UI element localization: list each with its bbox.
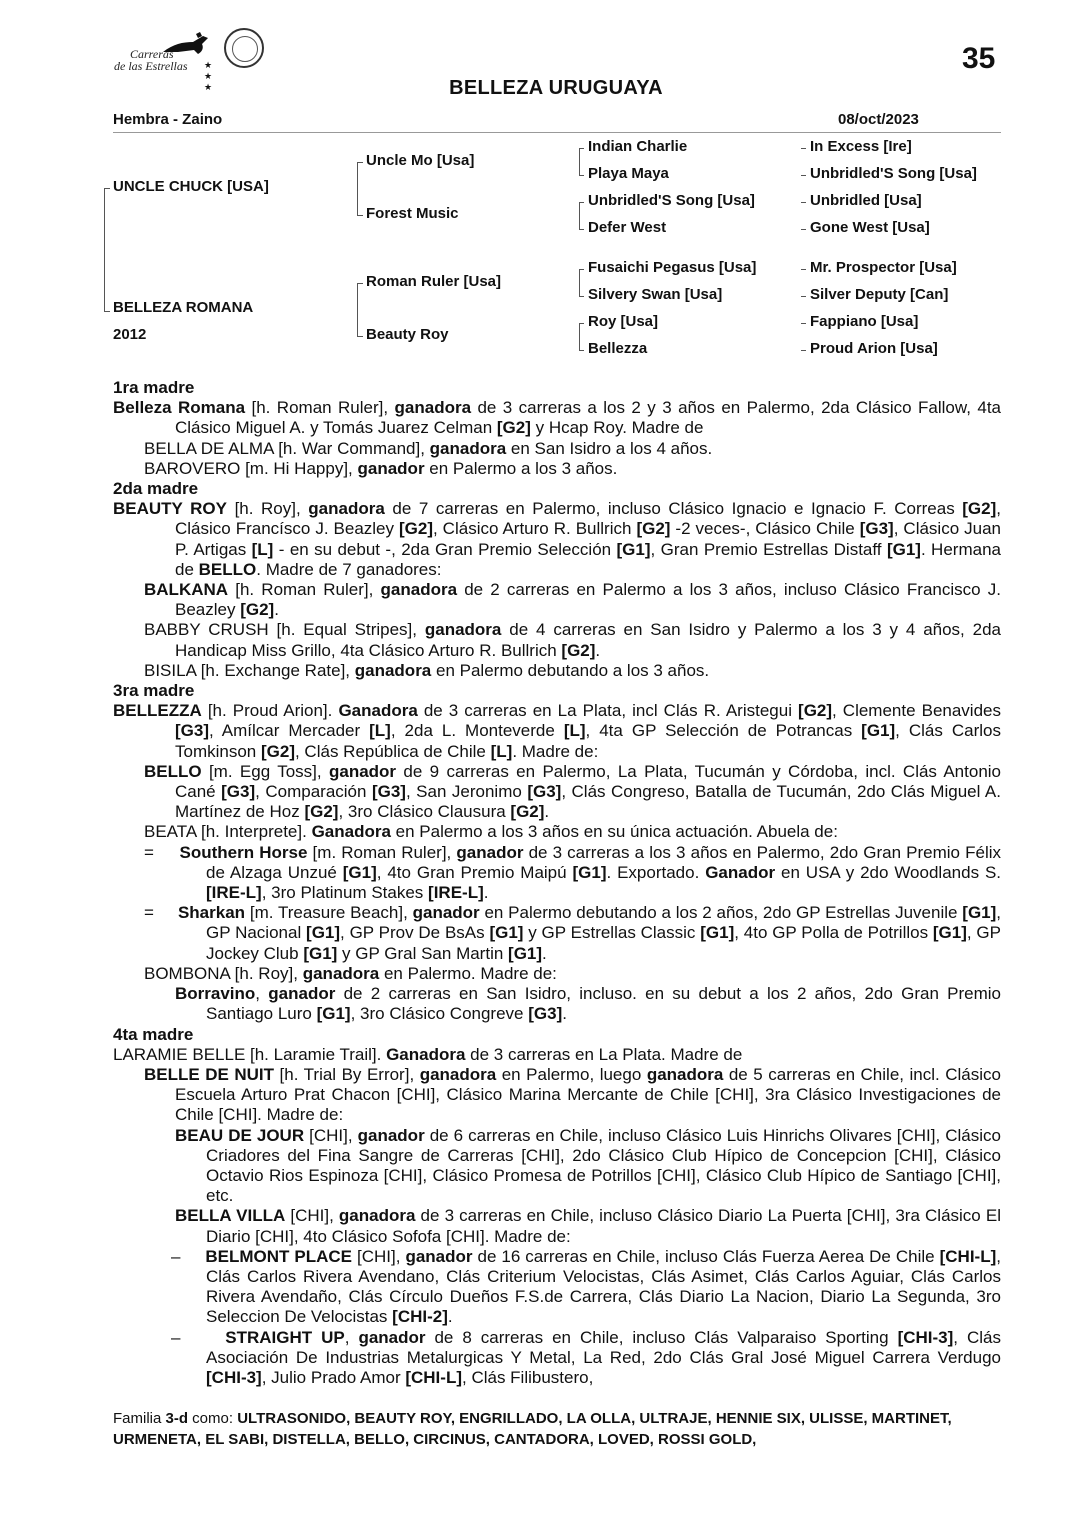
entry-straight-up: – STRAIGHT UP, ganador de 8 carreras en Chile, incluso Clás Valparaiso Sporting [CHI-3], Clás Asociación De Industrias Metalurgicas Y Metal, La Red, 2do Clás Gral José Miguel Carrera Verdugo [CHI-3], Julio Prado Amor [CHI-L], Clás Filibustero, <box>171 1327 1001 1387</box>
entry-belle-de-nuit: BELLE DE NUIT [h. Trial By Error], ganadora en Palermo, luego ganadora de 5 carreras en Chile, incl. Clásico Escuela Arturo Prat Chacon [CHI], Clásico Marina Mercante de Chile [CHI], 3ra Clásico Investigaciones de Chile [CHI]. Madre de: <box>144 1064 1001 1125</box>
section-2da-madre: 2da madre <box>113 479 199 499</box>
entry-laramie-belle: LARAMIE BELLE [h. Laramie Trail]. Ganadora de 3 carreras en La Plata. Madre de <box>113 1044 743 1064</box>
g4-4: Gone West [Usa] <box>810 219 930 236</box>
logo <box>112 30 222 92</box>
entry-belleza-romana: Belleza Romana [h. Roman Ruler], ganadora de 3 carreras a los 2 y 3 años en Palermo, 2da Clásico Fallow, 4ta Clásico Miguel A. y Tomás Juarez Celman [G2] y Hcap Roy. Madre de <box>113 398 1001 438</box>
g3-8: Bellezza <box>588 340 648 357</box>
g4-7: Fappiano [Usa] <box>810 313 919 330</box>
g2-1: Uncle Mo [Usa] <box>366 152 475 169</box>
horse-name: BELLEZA URUGUAYA <box>449 77 663 99</box>
g2-4: Beauty Roy <box>366 326 449 343</box>
g3-2: Playa Maya <box>588 165 669 182</box>
g4-5: Mr. Prospector [Usa] <box>810 259 957 276</box>
seal-center <box>232 36 258 62</box>
section-4ta-madre: 4ta madre <box>113 1024 194 1044</box>
g2-3: Roman Ruler [Usa] <box>366 273 502 290</box>
footer-names: ULTRASONIDO, BEAUTY ROY, ENGRILLADO, LA OLLA, ULTRAJE, HENNIE SIX, ULISSE, MARTINET, URMENETA, EL SABI, DISTELLA, BELLO, CIRCINUS, CANTADORA, LOVED, ROSSI GOLD, <box>113 1410 952 1448</box>
entry-bombona: BOMBONA [h. Roy], ganadora en Palermo. Madre de: <box>144 963 557 983</box>
g3-1: Indian Charlie <box>588 138 688 155</box>
produce-record <box>113 378 1001 1388</box>
entry-beauty-roy: BEAUTY ROY [h. Roy], ganadora de 7 carreras en Palermo, incluso Clásico Ignacio e Ignacio F. Correas [G2], Clásico Francísco J. Beazley [G2], Clásico Arturo R. Bullrich [G2] -2 veces-, Clásico Chile [G3], Clásico Juan P. Artigas [L] - en su debut -, 2da Gran Premio Selección [G1], Gran Premio Estrellas Distaff [G1]. Hermana de BELLO. Madre de 7 ganadores: <box>113 499 1001 579</box>
sire: UNCLE CHUCK [USA] <box>113 178 269 195</box>
entry-southern-horse: = Southern Horse [m. Roman Ruler], ganador de 3 carreras a los 3 años en Palermo, 2do Gran Premio Félix de Alzaga Unzué [G1], 4to Gran Premio Maipú [G1]. Exportado. Ganador en USA y 2do Woodlands S. [IRE-L], 3ro Platinum Stakes [IRE-L]. <box>144 842 1002 903</box>
g3-5: Fusaichi Pegasus [Usa] <box>588 259 757 276</box>
entry-bella-de-alma: BELLA DE ALMA [h. War Command], ganadora en San Isidro a los 4 años. <box>144 438 713 458</box>
page-number: 35 <box>962 42 996 75</box>
entry-beata: BEATA [h. Interprete]. Ganadora en Palermo a los 3 años en su única actuación. Abuela de: <box>144 822 838 842</box>
stars-icon: ★ ★ ★ <box>204 60 213 92</box>
family-footer <box>113 1408 1001 1450</box>
foaling-year: 2012 <box>113 326 147 343</box>
logo-line2: de las Estrellas <box>114 59 188 73</box>
g4-2: Unbridled'S Song [Usa] <box>810 165 977 182</box>
g3-6: Silvery Swan [Usa] <box>588 286 723 303</box>
g3-4: Defer West <box>588 219 667 236</box>
footer-mid: como: <box>188 1410 238 1427</box>
footer-lead: Familia <box>113 1410 166 1427</box>
footer-family: 3-d <box>165 1410 189 1427</box>
g4-6: Silver Deputy [Can] <box>810 286 949 303</box>
entry-bellezza: BELLEZZA [h. Proud Arion]. Ganadora de 3 carreras en La Plata, incl Clás R. Aristegui [G2], Clemente Benavides [G3], Amílcar Mercader [L], 2da L. Monteverde [L], 4ta GP Selección de Potrancas [G1], Clás Carlos Tomkinson [G2], Clás República de Chile [L]. Madre de: <box>113 701 1001 761</box>
entry-balkana: BALKANA [h. Roman Ruler], ganadora de 2 carreras en Palermo a los 3 años, incluso Clásico Francisco J. Beazley [G2]. <box>144 580 1001 620</box>
entry-belmont-place: – BELMONT PLACE [CHI], ganador de 16 carreras en Chile, incluso Clás Fuerza Aerea De Chile [CHI-L], Clás Carlos Rivera Avendano, Clás Criterium Velocistas, Clás Asimet, Clás Carlos Aguiar, Clás Carlos Rivera Avendaño, Clás Círculo Dueños F.S.de Carrera, Clás Diario La Nacion, Diario La Segunda, 3ro Seleccion De Velocistas [CHI-2]. <box>171 1246 1001 1327</box>
date: 08/oct/2023 <box>838 111 919 128</box>
g4-1: In Excess [Ire] <box>810 138 912 155</box>
g3-7: Roy [Usa] <box>588 313 659 330</box>
g3-3: Unbridled'S Song [Usa] <box>588 192 755 209</box>
g2-2: Forest Music <box>366 205 459 222</box>
entry-barovero: BAROVERO [m. Hi Happy], ganador en Palermo a los 3 años. <box>144 458 618 478</box>
logo-line1: Carreras <box>130 47 174 61</box>
g4-3: Unbridled [Usa] <box>810 192 922 209</box>
entry-borravino: Borravino, ganador de 2 carreras en San Isidro, incluso. en su debut a los 2 años, 2do Gran Premio Santiago Luro [G1], 3ro Clásico Congreve [G3]. <box>175 984 1002 1024</box>
section-1ra-madre: 1ra madre <box>113 378 195 397</box>
sex-color: Hembra - Zaino <box>113 111 223 128</box>
entry-sharkan: = Sharkan [m. Treasure Beach], ganador en Palermo debutando a los 2 años, 2do GP Estrellas Juvenile [G1], GP Nacional [G1], GP Prov De BsAs [G1] y GP Estrellas Classic [G1], 4to GP Polla de Potrillos [G1], GP Jockey Club [G1] y GP Gral San Martin [G1]. <box>144 903 1002 963</box>
entry-babby-crush: BABBY CRUSH [h. Equal Stripes], ganadora de 4 carreras en San Isidro y Palermo a los 3 y 4 años, 2da Handicap Miss Grillo, 4ta Clásico Arturo R. Bullrich [G2]. <box>144 620 1002 660</box>
section-3ra-madre: 3ra madre <box>113 681 195 701</box>
entry-bella-villa: BELLA VILLA [CHI], ganadora de 3 carreras en Chile, incluso Clásico Diario La Puerta [CHI], 3ra Clásico El Diario [CHI], 4to Clásico Sofofa [CHI]. Madre de: <box>175 1206 1001 1246</box>
g4-8: Proud Arion [Usa] <box>810 340 938 357</box>
dam: BELLEZA ROMANA <box>113 299 254 316</box>
entry-bello: BELLO [m. Egg Toss], ganador de 9 carreras en Palermo, La Plata, Tucumán y Córdoba, incl. Clás Antonio Cané [G3], Comparación [G3], San Jeronimo [G3], Clás Congreso, Batalla de Tucumán, 2do Clás Miguel A. Martínez de Hoz [G2], 3ro Clásico Clausura [G2]. <box>144 761 1002 822</box>
entry-bisila: BISILA [h. Exchange Rate], ganadora en Palermo debutando a los 3 años. <box>144 660 710 680</box>
header-rule <box>113 132 1001 133</box>
entry-beau-de-jour: BEAU DE JOUR [CHI], ganador de 6 carreras en Chile, incluso Clásico Luis Hinrichs Olivares [CHI], Clásico Criadores del Fina Sangre de Carreras [CHI], 2do Clásico Club Hípico de Concepcion [CHI], Clásico Octavio Rios Espinoza [CHI], Clásico Promesa de Potrillos [CHI], Clásico Club Hípico de Santiago [CHI], etc. <box>175 1125 1001 1206</box>
breeders-cup-seal <box>224 28 264 68</box>
